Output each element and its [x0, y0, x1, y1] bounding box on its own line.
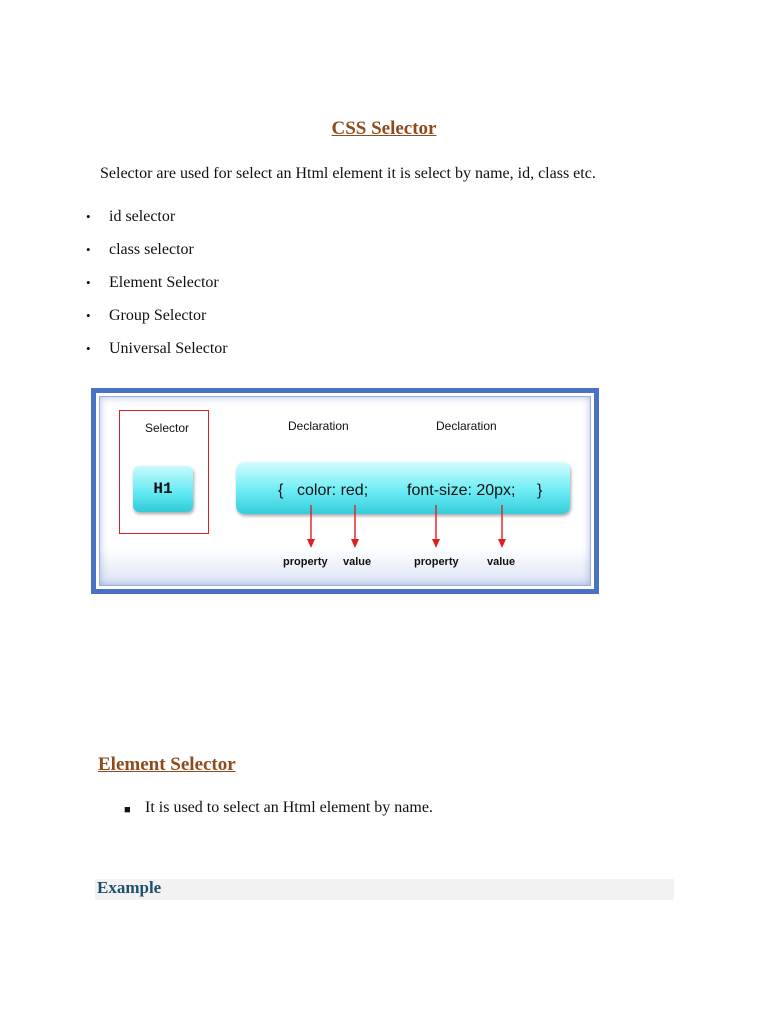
declaration-label-1: Declaration: [288, 419, 349, 433]
list-item-text: Universal Selector: [109, 340, 228, 357]
selector-label: Selector: [145, 421, 190, 435]
arrow-down-icon: [351, 505, 359, 548]
arrow-down-icon: [307, 505, 315, 548]
list-item: [86, 338, 228, 371]
list-item-text: Group Selector: [109, 307, 207, 324]
list-item-text: It is used to select an Html element by name.: [145, 799, 433, 816]
example-header-bar: [95, 879, 674, 900]
bullet-icon: •: [86, 341, 91, 356]
bullet-icon: •: [86, 275, 91, 290]
selector-list: [86, 206, 228, 371]
page-title: CSS Selector: [331, 118, 437, 139]
value-label-2: value: [487, 556, 516, 568]
arrow-down-icon: [498, 505, 506, 548]
declaration-font-size: font-size: 20px;: [407, 482, 516, 499]
close-brace: }: [537, 482, 543, 499]
css-syntax-diagram: [91, 388, 599, 594]
property-label-1: property: [283, 556, 328, 568]
list-item: [86, 239, 228, 272]
list-item-text: id selector: [109, 208, 176, 225]
bullet-icon: •: [86, 308, 91, 323]
bullet-icon: •: [86, 242, 91, 257]
list-item: [86, 206, 228, 239]
selector-h1-box: H1: [133, 466, 193, 512]
arrow-down-icon: [432, 505, 440, 548]
value-label-1: value: [343, 556, 372, 568]
list-item-text: class selector: [109, 241, 194, 258]
declaration-label-2: Declaration: [436, 419, 497, 433]
list-item: [86, 272, 228, 305]
list-item-text: Element Selector: [109, 274, 219, 291]
section-heading: Element Selector: [98, 754, 236, 775]
example-heading: Example: [97, 878, 162, 897]
open-brace: {: [278, 482, 284, 499]
intro-text: Selector are used for select an Html element it is select by name, id, class etc.: [100, 165, 596, 182]
bullet-icon: •: [86, 209, 91, 224]
list-item: [86, 305, 228, 338]
square-bullet-icon: ■: [124, 804, 131, 816]
property-label-2: property: [414, 556, 459, 568]
list-item: [124, 799, 433, 821]
declaration-color: color: red;: [297, 482, 369, 499]
